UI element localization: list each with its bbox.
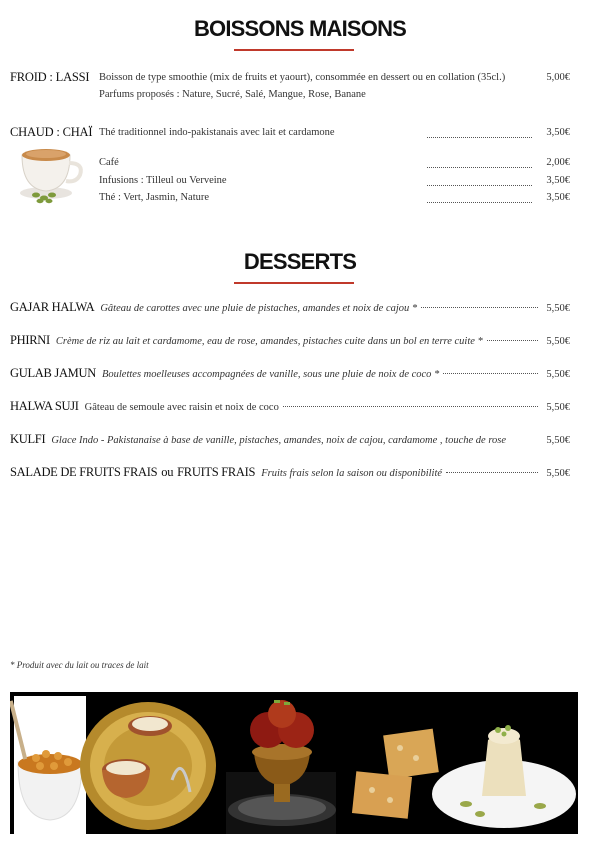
desserts-photo [10,692,578,834]
chai-leader [427,137,532,138]
froid-parfums: Parfums proposés : Nature, Sucré, Salé, Mangue, Rose, Banane [99,89,366,100]
salade-leader [446,472,538,473]
dessert-price: 5,50€ [546,402,570,413]
dessert-description: Glace Indo - Pakistanaise à base de vanille, pistaches, amandes, noix de cajou, cardamome , touche de rose [51,435,507,446]
cafe-item: Café [99,157,119,168]
the-leader [427,202,532,203]
infusions-leader [427,185,532,186]
dessert-name: KULFI [10,432,46,446]
infusions-price: 3,50€ [546,175,570,186]
dessert-name: GAJAR HALWA [10,300,95,314]
dessert-leader [487,340,539,341]
dessert-row [10,465,570,481]
dessert-name: HALWA SUJI [10,399,79,413]
dessert-description: Crème de riz au lait et cardamome, eau de rose, amandes, pistaches cuite dans un bol en terre cuite * [55,336,483,347]
boissons-title-underline [234,49,354,51]
dessert-description: Gâteau de semoule avec raisin et noix de coco [84,402,279,413]
dessert-price: 5,50€ [546,435,570,446]
salade-description: Fruits frais selon la saison ou disponibilité [261,468,443,479]
dessert-price: 5,50€ [546,303,570,314]
the-item: Thé : Vert, Jasmin, Nature [99,192,210,203]
dessert-leader [443,373,538,374]
dessert-leader [283,406,539,407]
cafe-price: 2,00€ [546,157,570,168]
chai-cup-image [16,143,88,205]
dessert-row [10,300,570,316]
chai-item: Thé traditionnel indo-pakistanais avec lait et cardamone [99,127,335,138]
footnote: * Produit avec du lait ou traces de lait [10,660,149,670]
boissons-title: BOISSONS MAISONS [193,16,407,41]
salade-name-b: FRUITS FRAIS [177,465,256,479]
froid-description: Boisson de type smoothie (mix de fruits et yaourt), consommée en dessert ou en collation (35cl.) [99,72,506,83]
dessert-row [10,399,570,415]
salade-or: ou [161,465,174,479]
dessert-row [10,366,570,382]
cafe-leader [427,167,532,168]
salade-name-a: SALADE DE FRUITS FRAIS [10,465,158,479]
chai-price: 3,50€ [546,127,570,138]
froid-price: 5,00€ [546,72,570,83]
dessert-price: 5,50€ [546,369,570,380]
salade-price: 5,50€ [546,468,570,479]
dessert-row [10,333,570,349]
dessert-name: PHIRNI [10,333,50,347]
the-price: 3,50€ [546,192,570,203]
froid-label: FROID : LASSI [10,70,90,84]
desserts-photo-strip [10,692,578,834]
dessert-description: Boulettes moelleuses accompagnées de vanille, sous une pluie de noix de coco * [101,369,440,380]
dessert-description: Gâteau de carottes avec une pluie de pistaches, amandes et noix de cajou * [100,303,418,314]
dessert-name: GULAB JAMUN [10,366,96,380]
dessert-leader [421,307,538,308]
chaud-label: CHAUD : CHAÏ [10,125,93,139]
dessert-row [10,432,570,448]
infusions-item: Infusions : Tilleul ou Verveine [99,175,227,186]
desserts-title: DESSERTS [243,249,357,274]
dessert-price: 5,50€ [546,336,570,347]
desserts-title-underline [234,282,354,284]
